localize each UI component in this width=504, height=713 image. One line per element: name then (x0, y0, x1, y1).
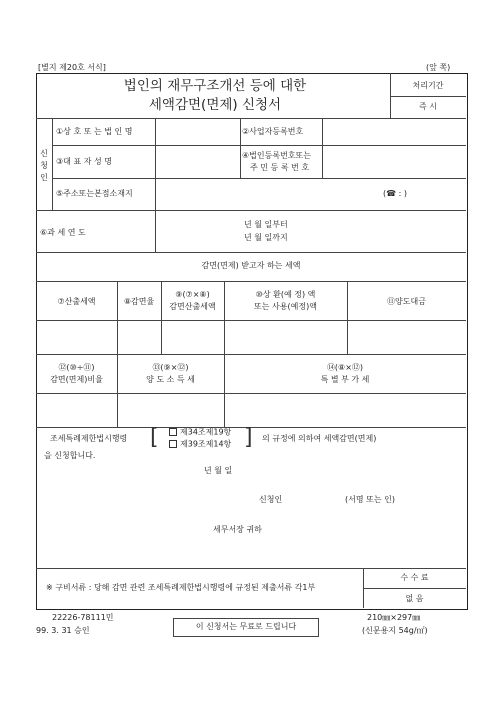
tax-year-from: 년 월 일부터 (244, 220, 288, 229)
bracket-open: [ (150, 425, 159, 450)
corp-reg-no-label-1: ④법인등록번호또는 (242, 151, 311, 160)
representative-label: ③대 표 자 성 명 (56, 157, 112, 166)
processing-period-value: 즉 시 (419, 102, 437, 111)
application-text: 을 신청합니다. (44, 451, 96, 460)
applicant-name-field[interactable] (292, 490, 342, 506)
tax-year-to: 년 월 일까지 (244, 233, 288, 242)
bracket-close: ] (244, 425, 253, 450)
address-label: ⑤주소또는본점소재지 (56, 189, 133, 198)
biz-reg-no-label: ②사업자등록번호 (242, 127, 304, 136)
paper-size: 210㎜×297㎜ (367, 613, 421, 622)
address-field[interactable] (157, 181, 377, 208)
corp-reg-no-field[interactable] (324, 148, 464, 176)
fee-value: 없 음 (405, 594, 424, 603)
processing-period-label: 처리기간 (412, 81, 444, 90)
approval-date: 99. 3. 31 승인 (36, 626, 90, 635)
special-surtax-label: 특 별 부 가 세 (320, 375, 370, 384)
repay-amount-label-2: 또는 사용(예정)액 (254, 302, 317, 311)
ratio-label: 감면(면제)비율 (50, 375, 103, 384)
checkbox-art34[interactable] (169, 428, 177, 436)
law-name: 조세특례제한법시행령 (50, 434, 128, 443)
biz-reg-no-field[interactable] (324, 121, 464, 143)
signature-date: 년 월 일 (204, 466, 233, 475)
reduction-header: 감면(면제) 받고자 하는 세액 (201, 261, 301, 270)
corp-name-field[interactable] (157, 121, 238, 143)
form-title-line2: 세액감면(면제) 신청서 (148, 97, 282, 113)
transfer-price-field[interactable] (349, 322, 464, 352)
repay-amount-field[interactable] (226, 322, 345, 352)
repay-amount-label-1: ⑩상 환(예 정) 액 (255, 290, 316, 299)
clause-text: 의 규정에 의하여 세액감면(면제) (262, 434, 377, 443)
transfer-price-label: ⑪양도대금 (387, 297, 426, 306)
reduction-calc-label: 감면산출세액 (169, 302, 216, 311)
representative-field[interactable] (157, 148, 238, 176)
calc-tax-field[interactable] (38, 322, 115, 352)
option-art34[interactable] (169, 428, 231, 437)
form-code: 22226-78111민 (52, 613, 114, 622)
free-notice: 이 신청서는 무료로 드립니다 (195, 622, 297, 631)
applicant-section-label: 신 청 인 (40, 149, 48, 182)
applicant-label: 신청인 (259, 495, 283, 504)
transfer-tax-field[interactable] (119, 395, 222, 425)
fee-label: 수 수 료 (400, 573, 429, 582)
option-art39-label: 제39조제14항 (180, 439, 232, 449)
option-art34-label: 제34조제19항 (180, 427, 232, 437)
ratio-field[interactable] (38, 395, 115, 425)
transfer-tax-formula: ⑬(⑨×⑫) (152, 363, 189, 372)
sign-note: (서명 또는 인) (345, 495, 395, 504)
reduction-calc-formula: ⑨(⑦×⑧) (175, 290, 210, 299)
reduction-rate-label: ⑧감면율 (123, 297, 155, 306)
form-number: [별지 제20호 서식] (38, 63, 106, 72)
page-side: (앞 쪽) (426, 63, 451, 72)
transfer-tax-label: 양 도 소 득 세 (146, 375, 195, 384)
option-art39[interactable] (169, 440, 231, 449)
phone-label: (☎ : ) (383, 189, 407, 198)
recipient: 세무서장 귀하 (213, 525, 262, 534)
reduction-rate-field[interactable] (119, 322, 159, 352)
ratio-formula: ⑫(⑩÷⑪) (58, 363, 95, 372)
paper-type: (신문용지 54g/㎡) (362, 626, 428, 635)
reduction-calc-field[interactable] (163, 322, 222, 352)
special-surtax-formula: ⑭(⑧×⑫) (326, 363, 364, 372)
corp-reg-no-label-2: 주 민 등 록 번 호 (250, 163, 310, 172)
form-title-line1: 법인의 재무구조개선 등에 대한 (123, 78, 307, 94)
calc-tax-label: ⑦산출세액 (57, 297, 96, 306)
tax-year-label: ⑥과 세 연 도 (40, 228, 86, 237)
required-documents: ※ 구비서류 : 당해 감면 관련 조세특례제한법시행령에 규정된 제출서류 각1부 (46, 583, 316, 592)
corp-name-label: ①상 호 또 는 법 인 명 (56, 127, 133, 136)
checkbox-art39[interactable] (169, 440, 177, 448)
free-notice-box (173, 618, 319, 637)
special-surtax-field[interactable] (226, 395, 464, 425)
